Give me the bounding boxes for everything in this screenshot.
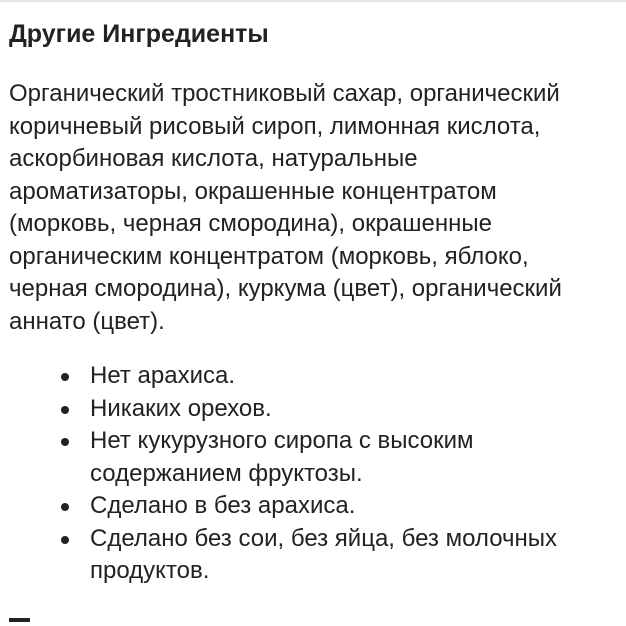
- bullet-dot-icon: [61, 438, 69, 446]
- paragraph-line: органическим концентратом (морковь, яблоко,: [9, 242, 529, 270]
- paragraph-line: аннато (цвет).: [9, 307, 165, 335]
- list-item: [0, 523, 626, 588]
- list-item-text: Сделано без сои, без яйца, без молочных: [90, 524, 558, 552]
- bullet-dot-icon: [61, 503, 69, 511]
- list-item-text: продуктов.: [90, 557, 210, 584]
- paragraph-line: аскорбиновая кислота, натуральные: [9, 145, 418, 172]
- next-heading-fragment: [9, 618, 30, 622]
- paragraph-line: Органический тростниковый сахар, органический: [9, 80, 560, 107]
- list-item: [0, 360, 626, 393]
- allergen-bullet-list: [0, 360, 626, 588]
- paragraph-line: ароматизаторы, окрашенные концентратом: [9, 177, 497, 205]
- bullet-dot-icon: [61, 373, 69, 381]
- list-item: [0, 393, 626, 426]
- list-item: [0, 490, 626, 523]
- bullet-dot-icon: [61, 536, 69, 544]
- section-title: Другие Ингредиенты: [9, 20, 269, 48]
- paragraph-line: черная смородина), куркума (цвет), органический: [9, 275, 562, 302]
- paragraph-line: (морковь, черная смородина), окрашенные: [9, 210, 492, 237]
- list-item-text: Никаких орехов.: [90, 394, 272, 422]
- list-item: [0, 425, 626, 490]
- list-item-text: Нет арахиса.: [90, 362, 236, 389]
- bullet-dot-icon: [61, 406, 69, 414]
- ingredients-paragraph: [9, 78, 626, 338]
- list-item-text: Нет кукурузного сиропа с высоким: [90, 427, 474, 454]
- paragraph-line: коричневый рисовый сироп, лимонная кислота,: [9, 112, 541, 140]
- list-item-text: содержанием фруктозы.: [90, 459, 363, 487]
- list-item-text: Сделано в без арахиса.: [90, 492, 356, 519]
